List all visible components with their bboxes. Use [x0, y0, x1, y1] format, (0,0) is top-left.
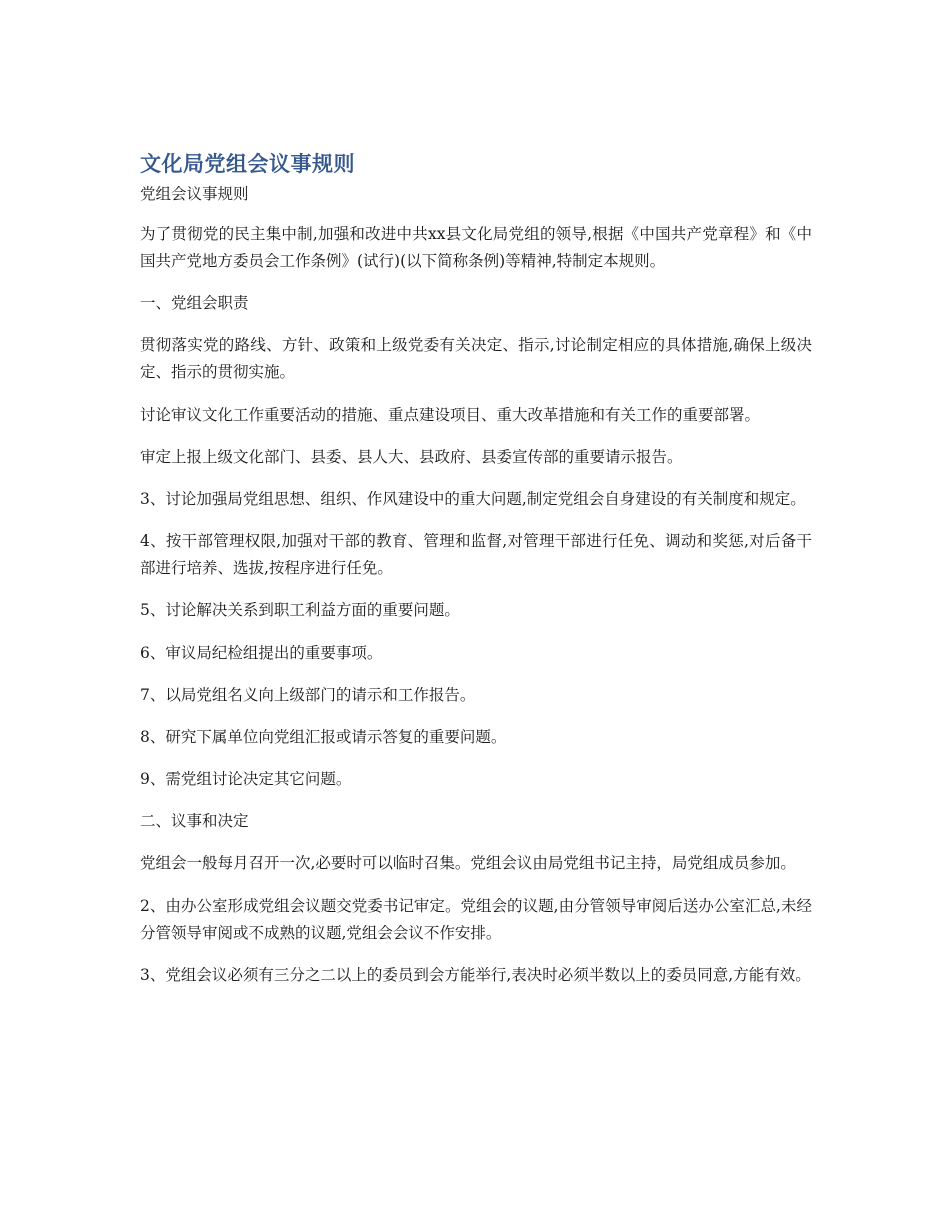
paragraph: 3、党组会议必须有三分之二以上的委员到会方能举行,表决时必须半数以上的委员同意,方能有效。 [140, 965, 811, 984]
section-heading: 一、党组会职责 [140, 294, 249, 313]
paragraph: 党组会一般每月召开一次,必要时可以临时召集。党组会议由局党组书记主持，局党组成员参加。 [140, 854, 796, 873]
document-body [140, 148, 812, 1004]
paragraph: 为了贯彻党的民主集中制,加强和改进中共xx县文化局党组的领导,根据《中国共产党章程》和《中国共产党地方委员会工作条例》(试行)(以下简称条例)等精神,特制定本规则。 [140, 225, 812, 270]
paragraph: 讨论审议文化工作重要活动的措施、重点建设项目、重大改革措施和有关工作的重要部署。 [140, 405, 761, 424]
paragraph: 9、需党组讨论决定其它问题。 [140, 770, 352, 789]
paragraph: 7、以局党组名义向上级部门的请示和工作报告。 [140, 685, 476, 704]
paragraph: 8、研究下属单位向党组汇报或请示答复的重要问题。 [140, 727, 507, 746]
paragraph: 贯彻落实党的路线、方针、政策和上级党委有关决定、指示,讨论制定相应的具体措施,确保上级决定、指示的贯彻实施。 [140, 336, 812, 382]
section-heading: 二、议事和决定 [140, 812, 249, 831]
paragraph: 3、讨论加强局党组思想、组织、作风建设中的重大问题,制定党组会自身建设的有关制度和规定。 [140, 489, 806, 508]
paragraph: 审定上报上级文化部门、县委、县人大、县政府、县委宣传部的重要请示报告。 [140, 447, 683, 466]
paragraph: 5、讨论解决关系到职工利益方面的重要问题。 [140, 601, 460, 620]
document-title: 文化局党组会议事规则 [140, 152, 355, 176]
paragraph: 4、按干部管理权限,加强对干部的教育、管理和监督,对管理干部进行任免、调动和奖惩,对后备干部进行培养、选拔,按程序进行任免。 [140, 532, 812, 578]
paragraph: 2、由办公室形成党组会议题交党委书记审定。党组会的议题,由分管领导审阅后送办公室汇总,未经分管领导审阅或不成熟的议题,党组会会议不作安排。 [140, 896, 812, 942]
paragraph-list [140, 221, 812, 989]
paragraph: 6、审议局纪检组提出的重要事项。 [140, 643, 383, 662]
document-subtitle: 党组会议事规则 [140, 185, 249, 203]
